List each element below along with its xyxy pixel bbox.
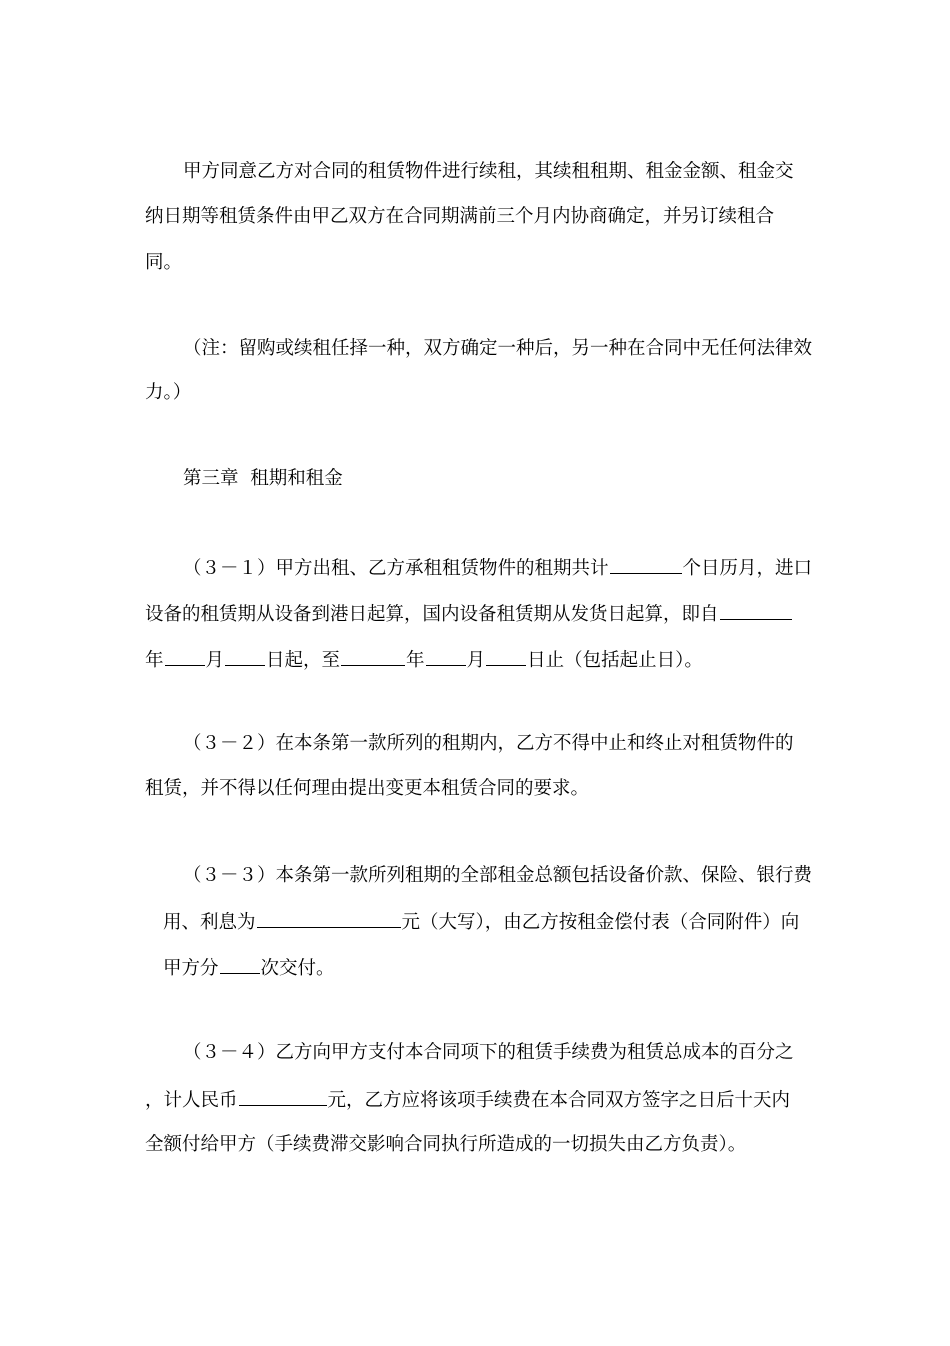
- clause-3-3-line-1: （３－３）本条第一款所列租期的全部租金总额包括设备价款、保险、银行费: [183, 865, 813, 886]
- blank-start-month[interactable]: [165, 647, 205, 666]
- blank-installments[interactable]: [220, 955, 260, 974]
- clause-3-2-line-1: （３－２）在本条第一款所列的租期内，乙方不得中止和终止对租赁物件的: [183, 733, 794, 754]
- clause-3-3-line-3: 甲方分 次交付。: [163, 955, 335, 981]
- blank-total-rent[interactable]: [257, 909, 401, 928]
- paragraph-renewal-line-1: 甲方同意乙方对合同的租赁物件进行续租，其续租租期、租金金额、租金交: [183, 161, 794, 182]
- clause-3-1-line-3: 年 月 日起，至 年 月 日止（包括起止日）。: [145, 647, 703, 673]
- clause-3-4-line-1: （３－４）乙方向甲方支付本合同项下的租赁手续费为租赁总成本的百分之: [183, 1042, 794, 1063]
- clause-3-1-line-1: （３－１）甲方出租、乙方承租租赁物件的租期共计 个日历月，进口: [183, 555, 812, 581]
- blank-lease-months[interactable]: [610, 555, 682, 574]
- paragraph-renewal-line-3: 同。: [145, 252, 183, 273]
- chapter-heading: 第三章 租期和租金: [183, 468, 343, 489]
- clause-3-4-line-2: ，计人民币 元，乙方应将该项手续费在本合同双方签字之日后十天内: [145, 1087, 790, 1113]
- clause-3-4-line-3: 全额付给甲方（手续费滞交影响合同执行所造成的一切损失由乙方负责）。: [145, 1134, 747, 1155]
- blank-end-month[interactable]: [426, 647, 466, 666]
- blank-end-day[interactable]: [486, 647, 526, 666]
- clause-3-1-line-2: 设备的租赁期从设备到港日起算，国内设备租赁期从发货日起算，即自: [145, 601, 793, 627]
- clause-3-3-line-2: 用、利息为 元（大写），由乙方按租金偿付表（合同附件）向: [163, 909, 799, 935]
- note-line-1: （注：留购或续租任择一种，双方确定一种后，另一种在合同中无任何法律效: [183, 338, 813, 359]
- clause-3-2-line-2: 租赁，并不得以任何理由提出变更本租赁合同的要求。: [145, 778, 590, 799]
- blank-start-year[interactable]: [720, 601, 792, 620]
- blank-start-day[interactable]: [225, 647, 265, 666]
- paragraph-renewal-line-2: 纳日期等租赁条件由甲乙双方在合同期满前三个月内协商确定，并另订续租合: [145, 206, 775, 227]
- note-line-2: 力。）: [145, 382, 192, 403]
- blank-end-year[interactable]: [341, 647, 405, 666]
- blank-fee-amount[interactable]: [239, 1087, 327, 1106]
